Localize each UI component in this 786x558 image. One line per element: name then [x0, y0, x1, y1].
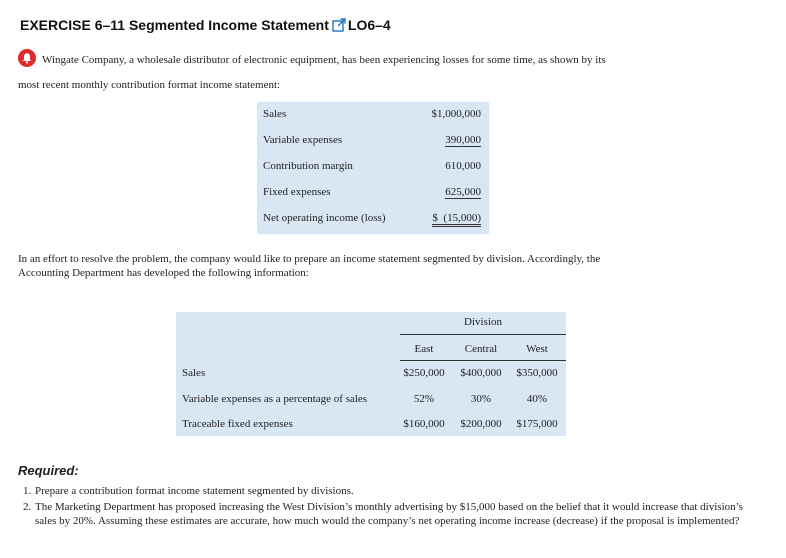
income-statement-table: [257, 102, 489, 234]
table-row: [257, 206, 489, 232]
table-row: [257, 180, 489, 206]
table-row: [257, 128, 489, 154]
header-divider: [400, 334, 566, 335]
table-cell: $175,000: [516, 418, 558, 430]
item-number: 2.: [23, 501, 32, 513]
table-cell: 40%: [526, 393, 548, 405]
row-value: 625,000: [445, 186, 481, 198]
paragraph-line-2: Accounting Department has developed the following information:: [18, 267, 309, 279]
column-header-central: Central: [464, 343, 498, 355]
table-cell: $250,000: [403, 367, 445, 379]
division-intro-paragraph: [18, 252, 718, 280]
division-row-label-fixed: Traceable fixed expenses: [182, 418, 293, 430]
exercise-title: EXERCISE 6–11 Segmented Income Statement: [20, 17, 329, 33]
row-value: $ (15,000): [432, 212, 481, 227]
table-cell: 30%: [470, 393, 492, 405]
table-cell: $400,000: [460, 367, 502, 379]
item-text: Prepare a contribution format income statement segmented by divisions.: [35, 485, 354, 497]
item-text: The Marketing Department has proposed increasing the West Division’s monthly advertising by $15,000 based on the belief that it would increase that division’s sales by 20%. Assuming these estimates are accurate, how much would the company’s net operating income increase (decrease) if the proposal is implemented?: [35, 501, 743, 527]
external-link-icon[interactable]: [332, 18, 346, 32]
intro-line-2: most recent monthly contribution format income statement:: [18, 79, 281, 91]
column-header-west: West: [526, 343, 548, 355]
table-row: [257, 102, 489, 128]
row-label: Net operating income (loss): [263, 212, 386, 224]
row-label: Sales: [263, 108, 287, 120]
learning-objective: LO6–4: [347, 17, 391, 33]
table-cell: 52%: [413, 393, 435, 405]
division-row-label-variable: Variable expenses as a percentage of sales: [182, 393, 368, 405]
table-cell: $200,000: [460, 418, 502, 430]
table-cell: $350,000: [516, 367, 558, 379]
alert-bell-icon: [18, 49, 36, 67]
row-label: Contribution margin: [263, 160, 353, 172]
division-row-label-sales: Sales: [182, 367, 206, 379]
row-value: 390,000: [445, 134, 481, 146]
row-label: Variable expenses: [263, 134, 343, 146]
column-header-divider: [400, 360, 566, 361]
exercise-heading: [20, 17, 391, 33]
row-value: 610,000: [445, 160, 481, 172]
required-list: [23, 484, 763, 530]
paragraph-line-1: In an effort to resolve the problem, the company would like to prepare an income statement segmented by division. Accordingly, the: [18, 253, 601, 265]
division-group-header: Division: [464, 316, 502, 328]
column-header-east: East: [414, 343, 434, 355]
item-number: 1.: [23, 485, 32, 497]
list-item: [23, 500, 763, 528]
intro-line-1: Wingate Company, a wholesale distributor of electronic equipment, has been experiencing losses for some time, as shown by its: [42, 54, 606, 66]
table-row: [257, 154, 489, 180]
table-cell: $160,000: [403, 418, 445, 430]
required-heading: Required:: [18, 463, 79, 478]
list-item: [23, 484, 763, 498]
row-label: Fixed expenses: [263, 186, 331, 198]
row-value: $1,000,000: [431, 108, 481, 120]
